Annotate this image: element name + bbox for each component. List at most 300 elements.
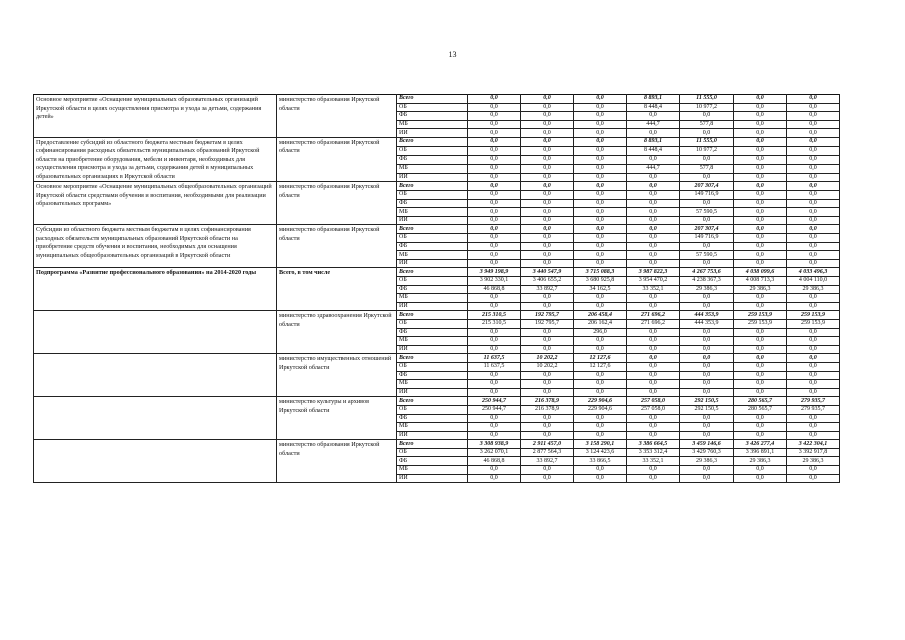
amount-cell: 0,0 [680, 414, 734, 423]
amount-cell: 0,0 [680, 259, 734, 268]
amount-cell: 33 352,1 [627, 285, 680, 294]
amount-cell: 0,0 [574, 146, 627, 155]
amount-cell: 0,0 [521, 431, 574, 440]
amount-cell: 11 637,5 [468, 362, 521, 371]
funding-source: Всего [397, 311, 468, 320]
responsible-executor: министерство образования Иркутской области [277, 225, 397, 268]
amount-cell: 3 422 304,1 [787, 440, 840, 449]
funding-source: ФБ [397, 112, 468, 121]
amount-cell: 0,0 [787, 225, 840, 234]
funding-source: ОБ [397, 234, 468, 243]
amount-cell: 4 038 099,6 [734, 268, 787, 277]
amount-cell: 3 459 146,6 [680, 440, 734, 449]
amount-cell: 3 386 664,5 [627, 440, 680, 449]
amount-cell: 11 637,5 [468, 354, 521, 363]
amount-cell: 33 352,1 [627, 457, 680, 466]
amount-cell: 0,0 [680, 173, 734, 182]
amount-cell: 0,0 [734, 216, 787, 225]
amount-cell: 0,0 [787, 380, 840, 389]
amount-cell: 0,0 [574, 216, 627, 225]
amount-cell: 0,0 [680, 129, 734, 138]
amount-cell: 0,0 [521, 371, 574, 380]
table-row [34, 311, 840, 320]
amount-cell: 0,0 [734, 173, 787, 182]
funding-source: ФБ [397, 285, 468, 294]
amount-cell: 0,0 [734, 191, 787, 200]
amount-cell: 3 308 938,9 [468, 440, 521, 449]
amount-cell: 0,0 [521, 146, 574, 155]
amount-cell: 0,0 [521, 112, 574, 121]
amount-cell: 0,0 [787, 103, 840, 112]
amount-cell: 0,0 [521, 466, 574, 475]
table-row [34, 182, 840, 191]
amount-cell: 280 565,7 [734, 405, 787, 414]
amount-cell: 0,0 [787, 112, 840, 121]
funding-source: ИИ [397, 259, 468, 268]
amount-cell: 0,0 [627, 129, 680, 138]
amount-cell: 0,0 [468, 155, 521, 164]
amount-cell: 0,0 [574, 103, 627, 112]
amount-cell: 0,0 [521, 155, 574, 164]
amount-cell: 0,0 [734, 362, 787, 371]
amount-cell: 0,0 [574, 120, 627, 129]
amount-cell: 279 935,7 [787, 397, 840, 406]
amount-cell: 57 590,5 [680, 251, 734, 260]
amount-cell: 0,0 [468, 431, 521, 440]
amount-cell: 0,0 [468, 225, 521, 234]
amount-cell: 0,0 [521, 259, 574, 268]
amount-cell: 0,0 [680, 345, 734, 354]
amount-cell: 0,0 [680, 354, 734, 363]
amount-cell: 0,0 [787, 251, 840, 260]
amount-cell: 0,0 [574, 199, 627, 208]
amount-cell: 0,0 [521, 414, 574, 423]
amount-cell: 0,0 [680, 431, 734, 440]
amount-cell: 0,0 [574, 95, 627, 104]
amount-cell: 0,0 [521, 103, 574, 112]
amount-cell: 250 944,7 [468, 397, 521, 406]
amount-cell: 0,0 [468, 234, 521, 243]
amount-cell: 206 458,4 [574, 311, 627, 320]
amount-cell: 3 392 917,8 [787, 448, 840, 457]
funding-source: ОБ [397, 362, 468, 371]
amount-cell: 0,0 [468, 380, 521, 389]
amount-cell: 0,0 [787, 302, 840, 311]
amount-cell: 0,0 [680, 380, 734, 389]
amount-cell: 3 158 290,1 [574, 440, 627, 449]
amount-cell: 10 977,2 [680, 103, 734, 112]
amount-cell: 259 153,9 [734, 311, 787, 320]
amount-cell: 0,0 [787, 155, 840, 164]
funding-source: Всего [397, 268, 468, 277]
amount-cell: 0,0 [468, 112, 521, 121]
amount-cell: 3 954 470,2 [627, 277, 680, 286]
amount-cell: 292 150,5 [680, 405, 734, 414]
amount-cell: 216 378,9 [521, 397, 574, 406]
amount-cell: 0,0 [680, 362, 734, 371]
amount-cell: 0,0 [734, 328, 787, 337]
amount-cell: 4 238 367,3 [680, 277, 734, 286]
amount-cell: 0,0 [521, 173, 574, 182]
amount-cell: 0,0 [734, 380, 787, 389]
amount-cell: 0,0 [521, 328, 574, 337]
amount-cell: 29 386,3 [787, 457, 840, 466]
amount-cell: 0,0 [680, 466, 734, 475]
amount-cell: 0,0 [680, 474, 734, 483]
budget-table [33, 94, 840, 483]
table-row [34, 137, 840, 146]
responsible-executor: Всего, в том числе [277, 268, 397, 311]
table-row [34, 354, 840, 363]
amount-cell: 207 307,4 [680, 182, 734, 191]
funding-source: ФБ [397, 242, 468, 251]
amount-cell: 279 935,7 [787, 405, 840, 414]
funding-source: Всего [397, 137, 468, 146]
amount-cell: 0,0 [627, 466, 680, 475]
amount-cell: 29 386,3 [680, 285, 734, 294]
amount-cell: 229 904,6 [574, 405, 627, 414]
amount-cell: 29 386,3 [734, 285, 787, 294]
amount-cell: 250 944,7 [468, 405, 521, 414]
amount-cell: 0,0 [734, 354, 787, 363]
amount-cell: 4 004 110,0 [787, 277, 840, 286]
amount-cell: 0,0 [787, 129, 840, 138]
amount-cell: 0,0 [734, 120, 787, 129]
amount-cell: 0,0 [734, 466, 787, 475]
amount-cell: 0,0 [574, 137, 627, 146]
amount-cell: 0,0 [787, 164, 840, 173]
amount-cell: 0,0 [787, 362, 840, 371]
amount-cell: 12 127,6 [574, 354, 627, 363]
amount-cell: 0,0 [734, 259, 787, 268]
amount-cell: 0,0 [468, 388, 521, 397]
amount-cell: 0,0 [521, 199, 574, 208]
funding-source: Всего [397, 397, 468, 406]
amount-cell: 0,0 [521, 120, 574, 129]
amount-cell: 206 162,4 [574, 319, 627, 328]
funding-source: ИИ [397, 345, 468, 354]
amount-cell: 0,0 [787, 208, 840, 217]
amount-cell: 0,0 [680, 294, 734, 303]
amount-cell: 3 987 822,3 [627, 268, 680, 277]
amount-cell: 0,0 [734, 294, 787, 303]
amount-cell: 444,7 [627, 164, 680, 173]
amount-cell: 3 406 655,2 [521, 277, 574, 286]
amount-cell: 259 153,9 [734, 319, 787, 328]
amount-cell: 0,0 [627, 474, 680, 483]
amount-cell: 0,0 [787, 95, 840, 104]
amount-cell: 0,0 [787, 354, 840, 363]
amount-cell: 577,8 [680, 120, 734, 129]
amount-cell: 8 448,4 [627, 103, 680, 112]
amount-cell: 0,0 [521, 164, 574, 173]
amount-cell: 3 680 925,8 [574, 277, 627, 286]
amount-cell: 444,7 [627, 120, 680, 129]
amount-cell: 0,0 [468, 302, 521, 311]
amount-cell: 0,0 [468, 294, 521, 303]
amount-cell: 0,0 [627, 242, 680, 251]
amount-cell: 0,0 [468, 129, 521, 138]
amount-cell: 0,0 [734, 388, 787, 397]
amount-cell: 0,0 [787, 431, 840, 440]
amount-cell: 0,0 [574, 294, 627, 303]
amount-cell: 0,0 [468, 137, 521, 146]
amount-cell: 4 267 753,6 [680, 268, 734, 277]
amount-cell: 0,0 [787, 337, 840, 346]
amount-cell: 216 378,9 [521, 405, 574, 414]
amount-cell: 0,0 [468, 466, 521, 475]
amount-cell: 0,0 [521, 225, 574, 234]
amount-cell: 0,0 [627, 191, 680, 200]
amount-cell: 0,0 [574, 155, 627, 164]
amount-cell: 0,0 [574, 388, 627, 397]
amount-cell: 0,0 [521, 302, 574, 311]
amount-cell: 0,0 [627, 182, 680, 191]
amount-cell: 257 058,0 [627, 397, 680, 406]
amount-cell: 0,0 [787, 182, 840, 191]
amount-cell: 0,0 [468, 191, 521, 200]
funding-source: ИИ [397, 216, 468, 225]
funding-source: Всего [397, 440, 468, 449]
amount-cell: 10 977,2 [680, 146, 734, 155]
amount-cell: 0,0 [627, 362, 680, 371]
funding-source: Всего [397, 225, 468, 234]
funding-source: ОБ [397, 319, 468, 328]
amount-cell: 11 555,0 [680, 95, 734, 104]
amount-cell: 4 008 713,3 [734, 277, 787, 286]
amount-cell: 271 696,2 [627, 319, 680, 328]
funding-source: ОБ [397, 191, 468, 200]
amount-cell: 0,0 [734, 423, 787, 432]
amount-cell: 46 868,8 [468, 285, 521, 294]
table-row [34, 397, 840, 406]
funding-source: ОБ [397, 146, 468, 155]
amount-cell: 0,0 [521, 129, 574, 138]
amount-cell: 0,0 [521, 474, 574, 483]
amount-cell: 0,0 [787, 216, 840, 225]
funding-source: МБ [397, 380, 468, 389]
amount-cell: 149 716,9 [680, 191, 734, 200]
amount-cell: 257 058,0 [627, 405, 680, 414]
funding-source: МБ [397, 251, 468, 260]
amount-cell: 3 426 277,4 [734, 440, 787, 449]
amount-cell: 0,0 [680, 216, 734, 225]
amount-cell: 0,0 [627, 112, 680, 121]
amount-cell: 149 716,9 [680, 234, 734, 243]
amount-cell: 0,0 [521, 345, 574, 354]
amount-cell: 0,0 [734, 234, 787, 243]
amount-cell: 2 911 457,0 [521, 440, 574, 449]
responsible-executor: министерство образования Иркутской области [277, 440, 397, 483]
amount-cell: 0,0 [734, 199, 787, 208]
amount-cell: 0,0 [574, 371, 627, 380]
responsible-executor: министерство культуры и архивов Иркутской области [277, 397, 397, 440]
amount-cell: 0,0 [734, 112, 787, 121]
amount-cell: 0,0 [574, 466, 627, 475]
amount-cell: 0,0 [627, 302, 680, 311]
amount-cell: 0,0 [734, 164, 787, 173]
amount-cell: 0,0 [627, 423, 680, 432]
amount-cell: 0,0 [734, 95, 787, 104]
amount-cell: 2 877 564,3 [521, 448, 574, 457]
amount-cell: 0,0 [627, 337, 680, 346]
amount-cell: 0,0 [468, 173, 521, 182]
funding-source: ФБ [397, 371, 468, 380]
amount-cell: 0,0 [787, 173, 840, 182]
amount-cell: 3 949 198,9 [468, 268, 521, 277]
amount-cell: 34 162,5 [574, 285, 627, 294]
amount-cell: 0,0 [787, 474, 840, 483]
amount-cell: 0,0 [574, 129, 627, 138]
page-number: 13 [448, 50, 457, 59]
activity-description: Субсидии из областного бюджета местным бюджетам в целях софинансирования расходных обязательств муниципальных образований Иркутской области на приобретение средств обучения и воспитания, необходимых для оснащения муниципальных общеобразовательных организаций в Иркутской области [34, 225, 277, 268]
amount-cell: 0,0 [680, 302, 734, 311]
amount-cell: 0,0 [574, 345, 627, 354]
funding-source: МБ [397, 164, 468, 173]
amount-cell: 259 153,9 [787, 319, 840, 328]
amount-cell: 0,0 [521, 95, 574, 104]
amount-cell: 444 353,9 [680, 311, 734, 320]
amount-cell: 33 866,5 [574, 457, 627, 466]
funding-source: ИИ [397, 388, 468, 397]
amount-cell: 0,0 [468, 345, 521, 354]
responsible-executor: министерство образования Иркутской области [277, 182, 397, 225]
amount-cell: 29 386,3 [787, 285, 840, 294]
funding-source: МБ [397, 337, 468, 346]
amount-cell: 0,0 [521, 337, 574, 346]
amount-cell: 0,0 [627, 354, 680, 363]
amount-cell: 0,0 [468, 242, 521, 251]
activity-description: Подпрограмма «Развитие профессионального образования» на 2014-2020 годы [34, 268, 277, 311]
amount-cell: 0,0 [787, 328, 840, 337]
amount-cell: 292 150,5 [680, 397, 734, 406]
amount-cell: 3 902 330,1 [468, 277, 521, 286]
activity-description [34, 311, 277, 354]
amount-cell: 0,0 [680, 328, 734, 337]
amount-cell: 280 565,7 [734, 397, 787, 406]
amount-cell: 0,0 [521, 208, 574, 217]
amount-cell: 3 353 312,4 [627, 448, 680, 457]
amount-cell: 0,0 [627, 371, 680, 380]
amount-cell: 0,0 [468, 208, 521, 217]
amount-cell: 0,0 [521, 380, 574, 389]
amount-cell: 0,0 [627, 199, 680, 208]
funding-source: ФБ [397, 199, 468, 208]
amount-cell: 8 448,4 [627, 146, 680, 155]
amount-cell: 0,0 [574, 474, 627, 483]
amount-cell: 0,0 [680, 199, 734, 208]
amount-cell: 0,0 [627, 294, 680, 303]
amount-cell: 11 555,0 [680, 137, 734, 146]
amount-cell: 0,0 [574, 164, 627, 173]
amount-cell: 296,0 [574, 328, 627, 337]
amount-cell: 0,0 [680, 242, 734, 251]
amount-cell: 0,0 [734, 414, 787, 423]
funding-source: ФБ [397, 414, 468, 423]
funding-source: ФБ [397, 155, 468, 164]
amount-cell: 0,0 [468, 103, 521, 112]
funding-source: ОБ [397, 448, 468, 457]
funding-source: ОБ [397, 103, 468, 112]
amount-cell: 0,0 [787, 259, 840, 268]
funding-source: Всего [397, 354, 468, 363]
amount-cell: 3 429 760,3 [680, 448, 734, 457]
responsible-executor: министерство образования Иркутской области [277, 95, 397, 138]
amount-cell: 0,0 [468, 120, 521, 129]
amount-cell: 0,0 [574, 337, 627, 346]
amount-cell: 0,0 [734, 225, 787, 234]
funding-source: ИИ [397, 129, 468, 138]
amount-cell: 0,0 [627, 380, 680, 389]
amount-cell: 0,0 [468, 371, 521, 380]
amount-cell: 0,0 [574, 225, 627, 234]
amount-cell: 0,0 [627, 155, 680, 164]
amount-cell: 0,0 [468, 146, 521, 155]
amount-cell: 0,0 [627, 388, 680, 397]
amount-cell: 0,0 [734, 337, 787, 346]
amount-cell: 0,0 [734, 474, 787, 483]
amount-cell: 33 892,7 [521, 285, 574, 294]
funding-source: Всего [397, 95, 468, 104]
funding-source: ИИ [397, 431, 468, 440]
amount-cell: 3 262 070,1 [468, 448, 521, 457]
activity-description [34, 397, 277, 440]
amount-cell: 0,0 [734, 146, 787, 155]
amount-cell: 0,0 [521, 423, 574, 432]
amount-cell: 0,0 [468, 423, 521, 432]
funding-source: МБ [397, 423, 468, 432]
amount-cell: 0,0 [734, 242, 787, 251]
amount-cell: 57 590,5 [680, 208, 734, 217]
funding-source: ОБ [397, 405, 468, 414]
amount-cell: 0,0 [627, 251, 680, 260]
amount-cell: 0,0 [627, 216, 680, 225]
responsible-executor: министерство имущественных отношений Иркутской области [277, 354, 397, 397]
amount-cell: 192 795,7 [521, 311, 574, 320]
amount-cell: 0,0 [734, 302, 787, 311]
amount-cell: 229 904,6 [574, 397, 627, 406]
amount-cell: 0,0 [574, 182, 627, 191]
amount-cell: 0,0 [521, 242, 574, 251]
amount-cell: 0,0 [574, 242, 627, 251]
table-row [34, 225, 840, 234]
table-row [34, 268, 840, 277]
amount-cell: 0,0 [574, 380, 627, 389]
amount-cell: 0,0 [680, 423, 734, 432]
amount-cell: 0,0 [468, 259, 521, 268]
amount-cell: 0,0 [521, 388, 574, 397]
amount-cell: 0,0 [521, 216, 574, 225]
responsible-executor: министерство образования Иркутской области [277, 137, 397, 182]
amount-cell: 29 386,3 [680, 457, 734, 466]
amount-cell: 271 696,2 [627, 311, 680, 320]
amount-cell: 0,0 [521, 251, 574, 260]
amount-cell: 259 153,9 [787, 311, 840, 320]
amount-cell: 0,0 [468, 328, 521, 337]
funding-source: ИИ [397, 173, 468, 182]
amount-cell: 0,0 [787, 388, 840, 397]
amount-cell: 0,0 [787, 146, 840, 155]
amount-cell: 0,0 [574, 431, 627, 440]
amount-cell: 0,0 [734, 371, 787, 380]
amount-cell: 0,0 [521, 294, 574, 303]
amount-cell: 0,0 [468, 164, 521, 173]
amount-cell: 3 715 088,3 [574, 268, 627, 277]
amount-cell: 0,0 [468, 182, 521, 191]
amount-cell: 12 127,6 [574, 362, 627, 371]
activity-description: Основное мероприятие «Оснащение муниципальных общеобразовательных организаций Иркутской области средствами обучения и воспитания, необходимыми для реализации образовательных программ» [34, 182, 277, 225]
amount-cell: 0,0 [787, 120, 840, 129]
